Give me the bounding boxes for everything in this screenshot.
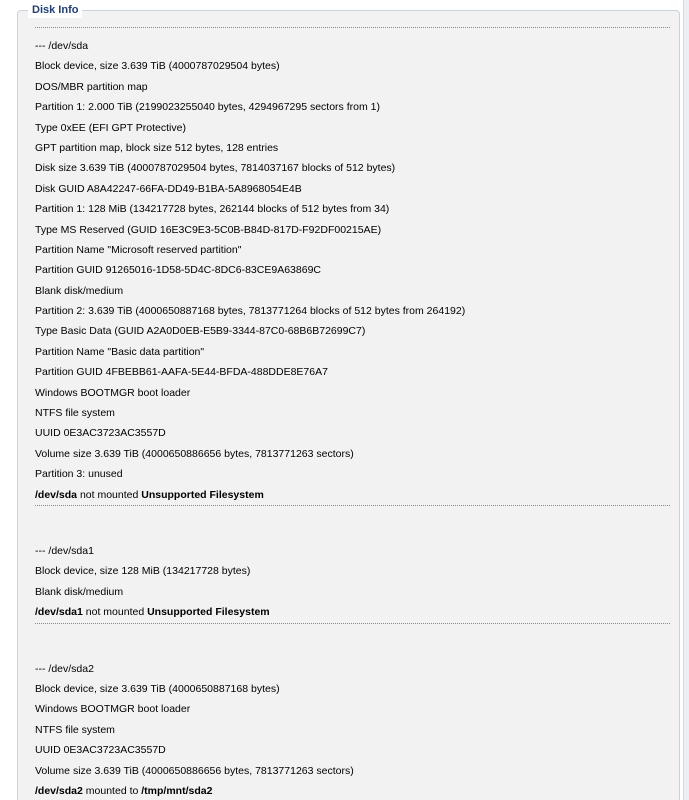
info-line: Partition 2: 3.639 TiB (4000650887168 bytes, 7813771264 blocks of 512 bytes from 264192) [35, 305, 466, 318]
info-line: Partition 1: 2.000 TiB (2199023255040 bytes, 4294967295 sectors from 1) [35, 101, 380, 114]
info-line: Partition GUID 4FBEBB61-AAFA-5E44-BFDA-488DDE8E76A7 [35, 366, 328, 379]
info-line: Partition Name "Microsoft reserved partition" [35, 243, 242, 256]
info-line: Partition 1: 128 MiB (134217728 bytes, 262144 blocks of 512 bytes from 34) [35, 203, 390, 216]
info-line: Windows BOOTMGR boot loader [35, 386, 191, 399]
info-line: GPT partition map, block size 512 bytes, 128 entries [35, 141, 279, 154]
info-line: Blank disk/medium [35, 585, 124, 598]
info-line: --- /dev/sda1 [35, 544, 94, 557]
device-name: /dev/sda2 [35, 784, 83, 797]
mount-state: not mounted [82, 606, 148, 619]
mount-status [35, 602, 670, 622]
scrollbar-track[interactable] [683, 0, 689, 800]
info-line: Partition Name "Basic data partition" [35, 345, 205, 358]
info-line: Partition GUID 91265016-1D58-5D4C-8DC6-83CE9A63869C [35, 264, 321, 277]
mount-detail: /tmp/mnt/sda2 [141, 784, 213, 797]
info-line: NTFS file system [35, 407, 115, 420]
info-line: --- /dev/sda2 [35, 662, 94, 675]
info-line: UUID 0E3AC3723AC3557D [35, 744, 166, 757]
info-line: Volume size 3.639 TiB (4000650886656 bytes, 7813771263 sectors) [35, 447, 354, 460]
mount-detail: Unsupported Filesystem [147, 606, 270, 619]
disk-block-sda [35, 28, 670, 505]
mount-state: mounted to [82, 784, 142, 797]
device-name: /dev/sda1 [35, 606, 83, 619]
mount-detail: Unsupported Filesystem [141, 488, 264, 501]
info-line: UUID 0E3AC3723AC3557D [35, 427, 166, 440]
mount-status [35, 485, 670, 505]
disk-info-panel [17, 4, 680, 800]
info-line: Blank disk/medium [35, 284, 124, 297]
panel-title: Disk Info [28, 2, 82, 18]
info-line: Block device, size 128 MiB (134217728 bytes) [35, 565, 251, 578]
info-line: Type Basic Data (GUID A2A0D0EB-E5B9-3344-87C0-68B6B72699C7) [35, 325, 366, 338]
info-line: Type 0xEE (EFI GPT Protective) [35, 121, 186, 134]
info-line: Volume size 3.639 TiB (4000650886656 bytes, 7813771263 sectors) [35, 764, 354, 777]
info-line: Type MS Reserved (GUID 16E3C9E3-5C0B-B84D-817D-F92DF00215AE) [35, 223, 382, 236]
info-line: DOS/MBR partition map [35, 80, 148, 93]
info-line: Disk size 3.639 TiB (4000787029504 bytes, 7814037167 blocks of 512 bytes) [35, 162, 396, 175]
disk-block-sda1 [35, 533, 670, 623]
device-name: /dev/sda [35, 488, 78, 501]
info-line: Block device, size 3.639 TiB (4000650887168 bytes) [35, 682, 280, 695]
disk-block-sda2 [35, 651, 670, 800]
info-line: --- /dev/sda [35, 40, 89, 52]
info-line: Disk GUID A8A42247-66FA-DD49-B1BA-5A8968054E4B [35, 182, 302, 195]
info-line: Block device, size 3.639 TiB (4000787029504 bytes) [35, 60, 280, 73]
mount-status [35, 781, 670, 800]
info-line: Windows BOOTMGR boot loader [35, 703, 191, 716]
info-line: Partition 3: unused [35, 468, 123, 481]
info-line: NTFS file system [35, 723, 115, 736]
mount-state: not mounted [77, 488, 142, 501]
disk-info-content [35, 27, 670, 800]
